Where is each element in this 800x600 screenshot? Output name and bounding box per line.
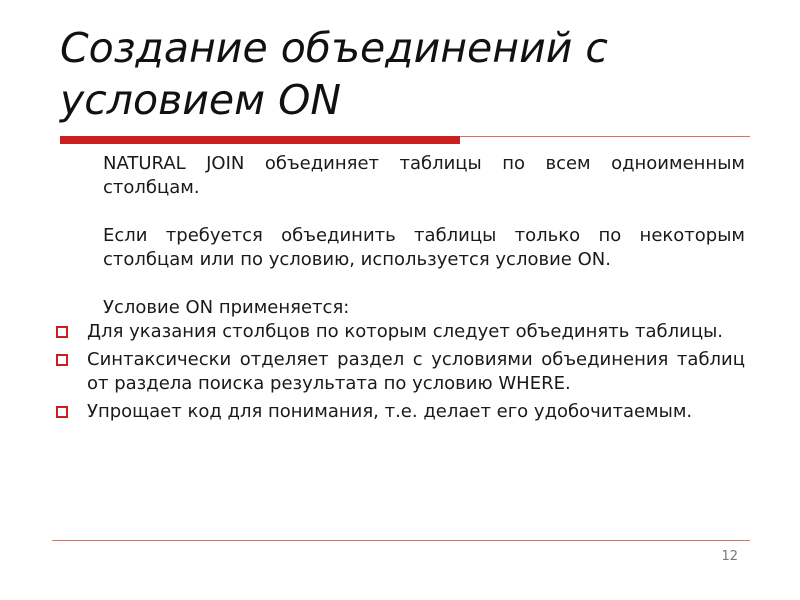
page-number: 12	[721, 549, 738, 564]
bullet-list	[55, 320, 745, 424]
list-heading: Условие ON применяется:	[103, 297, 350, 318]
list-item	[55, 400, 745, 424]
hollow-square-bullet-icon	[56, 354, 68, 366]
title-underline-accent	[60, 136, 460, 144]
spacer	[55, 200, 745, 224]
paragraph-natural-join: NATURAL JOIN объединяет таблицы по всем одноименным столбцам.	[103, 153, 745, 198]
hollow-square-bullet-icon	[56, 406, 68, 418]
slide-title: Создание объединений с условием ON	[60, 24, 608, 124]
list-item	[55, 348, 745, 396]
spacer	[55, 272, 745, 296]
title-underline-thin	[460, 136, 750, 137]
list-item-text: Упрощает код для понимания, т.е. делает его удобочитаемым.	[87, 401, 693, 422]
list-item-text: Для указания столбцов по которым следует объединять таблицы.	[87, 321, 724, 342]
paragraph-on-condition: Если требуется объединить таблицы только по некоторым столбцам или по условию, используется условие ON.	[103, 225, 745, 270]
footer-divider	[52, 540, 750, 541]
list-item-text: Синтаксически отделяет раздел с условиями объединения таблиц от раздела поиска результата по условию WHERE.	[87, 349, 745, 394]
list-item	[55, 320, 745, 344]
slide-body	[55, 152, 745, 428]
hollow-square-bullet-icon	[56, 326, 68, 338]
